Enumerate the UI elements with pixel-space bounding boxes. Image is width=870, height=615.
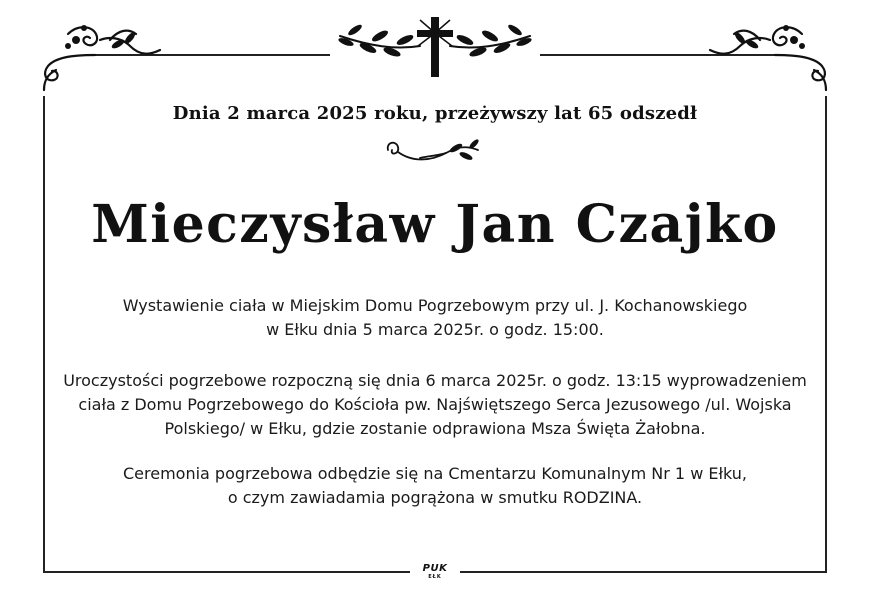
corner-flourish-icon (44, 25, 160, 90)
deceased-name: Mieczysław Jan Czajko (91, 194, 779, 255)
paragraph-viewing (0, 294, 870, 342)
logo-main-text: PUK (422, 563, 448, 574)
corner-flourish-icon (710, 25, 826, 90)
logo-sub-text: EŁK (428, 574, 442, 580)
paragraph-line: Uroczystości pogrzebowe rozpoczną się dnia 6 marca 2025r. o godz. 13:15 wyprowadzeniem (63, 371, 807, 390)
cross-with-laurel-icon (337, 17, 532, 77)
paragraph-ceremony (0, 369, 870, 441)
intro-text: Dnia 2 marca 2025 roku, przeżywszy lat 65 odszedł (172, 103, 698, 124)
paragraph-burial (0, 462, 870, 510)
paragraph-line: w Ełku dnia 5 marca 2025r. o godz. 15:00. (266, 320, 604, 339)
paragraph-line: Ceremonia pogrzebowa odbędzie się na Cmentarzu Komunalnym Nr 1 w Ełku, (122, 464, 748, 483)
paragraph-line: Polskiego/ w Ełku, gdzie zostanie odprawiona Msza Święta Żałobna. (164, 419, 706, 438)
puk-logo (418, 564, 452, 580)
floral-divider-icon (388, 138, 480, 162)
paragraph-line: o czym zawiadamia pogrążona w smutku RODZINA. (227, 488, 643, 507)
paragraph-line: ciała z Domu Pogrzebowego do Kościoła pw. Najświętszego Serca Jezusowego /ul. Wojska (78, 395, 792, 414)
paragraph-line: Wystawienie ciała w Miejskim Domu Pogrzebowym przy ul. J. Kochanowskiego (122, 296, 748, 315)
